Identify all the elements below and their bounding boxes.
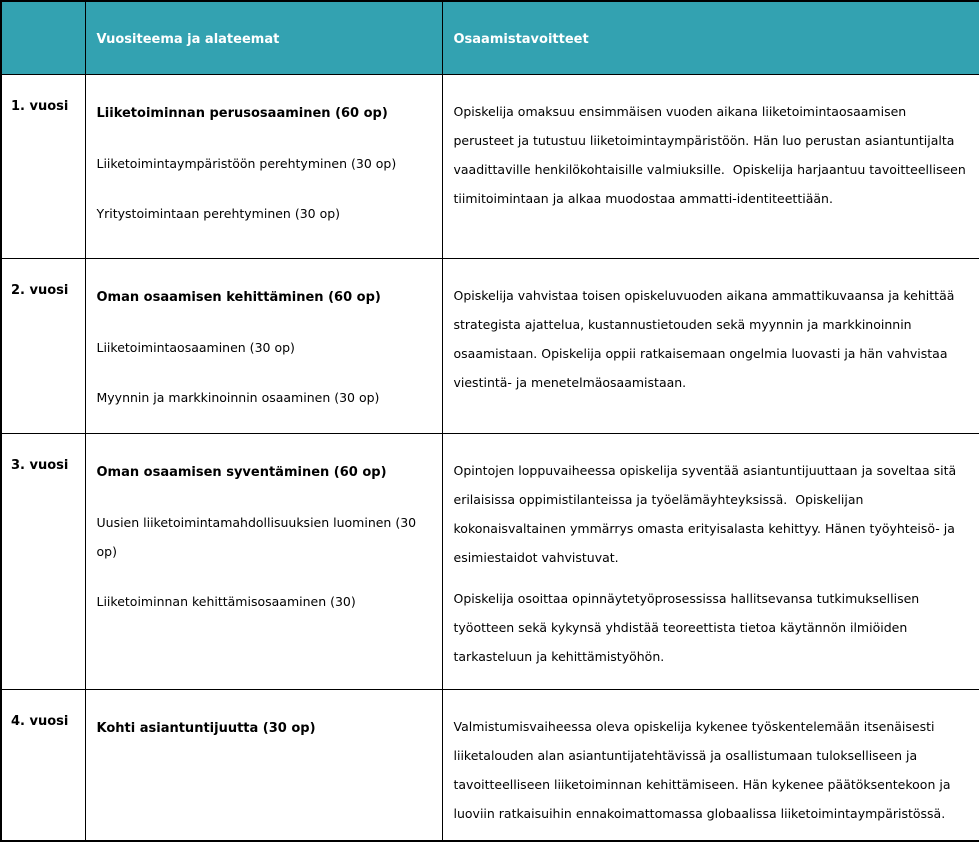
year-label: 1. vuosi: [1, 74, 85, 258]
themes-cell: [85, 258, 442, 433]
objectives-cell: [442, 74, 979, 258]
table-row-year-1: [1, 74, 979, 258]
subtheme: Uusien liiketoimintamahdollisuuksien luominen (30 op): [96, 514, 417, 559]
year-label: 3. vuosi: [1, 433, 85, 689]
header-empty-cell: [1, 1, 85, 74]
objective-paragraph: Opiskelija osoittaa opinnäytetyöprosessissa hallitsevansa tutkimuksellisen työotteen sekä kykynsä yhdistää teoreettista tietoa käytännön ilmiöiden tarkasteluun ja kehittämistyöhön.: [453, 590, 924, 664]
themes-cell: [85, 689, 442, 841]
subtheme: Liiketoimintaympäristöön perehtyminen (30 op): [96, 155, 397, 171]
objectives-cell: [442, 689, 979, 841]
header-themes-column: Vuositeema ja alateemat: [85, 1, 442, 74]
objective-paragraph: Opintojen loppuvaiheessa opiskelija syventää asiantuntijuuttaan ja soveltaa sitä erilaisissa oppimistilanteissa ja työelämäyhteyksissä. Opiskelijan kokonaisvaltainen ymmärrys omasta erityisalasta kehittyy. Hänen työyhteisö- ja esimiestaidot vahvistuvat.: [453, 462, 961, 565]
theme-title: Kohti asiantuntijuutta (30 op): [96, 720, 316, 736]
header-objectives-column: Osaamistavoitteet: [442, 1, 979, 74]
themes-cell: [85, 433, 442, 689]
year-label: 4. vuosi: [1, 689, 85, 841]
theme-title: Liiketoiminnan perusosaaminen (60 op): [96, 105, 388, 121]
objective-paragraph: Valmistumisvaiheessa oleva opiskelija kykenee työskentelemään itsenäisesti liiketalouden alan asiantuntijatehtävissä ja osallistumaan tulokselliseen ja tavoitteelliseen liiketoiminnan kehittämiseen. Hän kykenee päätöksentekoon ja luoviin ratkaisuihin ennakoimattomassa globaalissa liiketoimintaympäristössä.: [453, 718, 955, 821]
subtheme: Yritystoimintaan perehtyminen (30 op): [96, 205, 341, 221]
objective-paragraph: Opiskelija omaksuu ensimmäisen vuoden aikana liiketoimintaosaamisen perusteet ja tutustuu liiketoimintaympäristöön. Hän luo perustan asiantuntijalta vaadittaville henkilökohtaisille valmiuksille. Opiskelija harjaantuu tavoitteelliseen tiimitoimintaan ja alkaa muodostaa ammatti-identiteettiään.: [453, 103, 970, 206]
theme-title: Oman osaamisen kehittäminen (60 op): [96, 289, 381, 305]
subtheme: Liiketoiminnan kehittämisosaaminen (30): [96, 593, 356, 609]
subtheme: Myynnin ja markkinoinnin osaaminen (30 op): [96, 389, 380, 405]
theme-title: Oman osaamisen syventäminen (60 op): [96, 464, 387, 480]
objectives-cell: [442, 258, 979, 433]
subtheme: Liiketoimintaosaaminen (30 op): [96, 339, 295, 355]
year-label: 2. vuosi: [1, 258, 85, 433]
table-header-row: [1, 1, 979, 74]
table-row-year-3: [1, 433, 979, 689]
themes-cell: [85, 74, 442, 258]
table-row-year-2: [1, 258, 979, 433]
objective-paragraph: Opiskelija vahvistaa toisen opiskeluvuoden aikana ammattikuvaansa ja kehittää strategista ajattelua, kustannustietouden sekä myynnin ja markkinoinnin osaamistaan. Opiskelija oppii ratkaisemaan ongelmia luovasti ja hän vahvistaa viestintä- ja menetelmäosaamistaan.: [453, 287, 959, 390]
table-row-year-4: [1, 689, 979, 841]
objectives-cell: [442, 433, 979, 689]
